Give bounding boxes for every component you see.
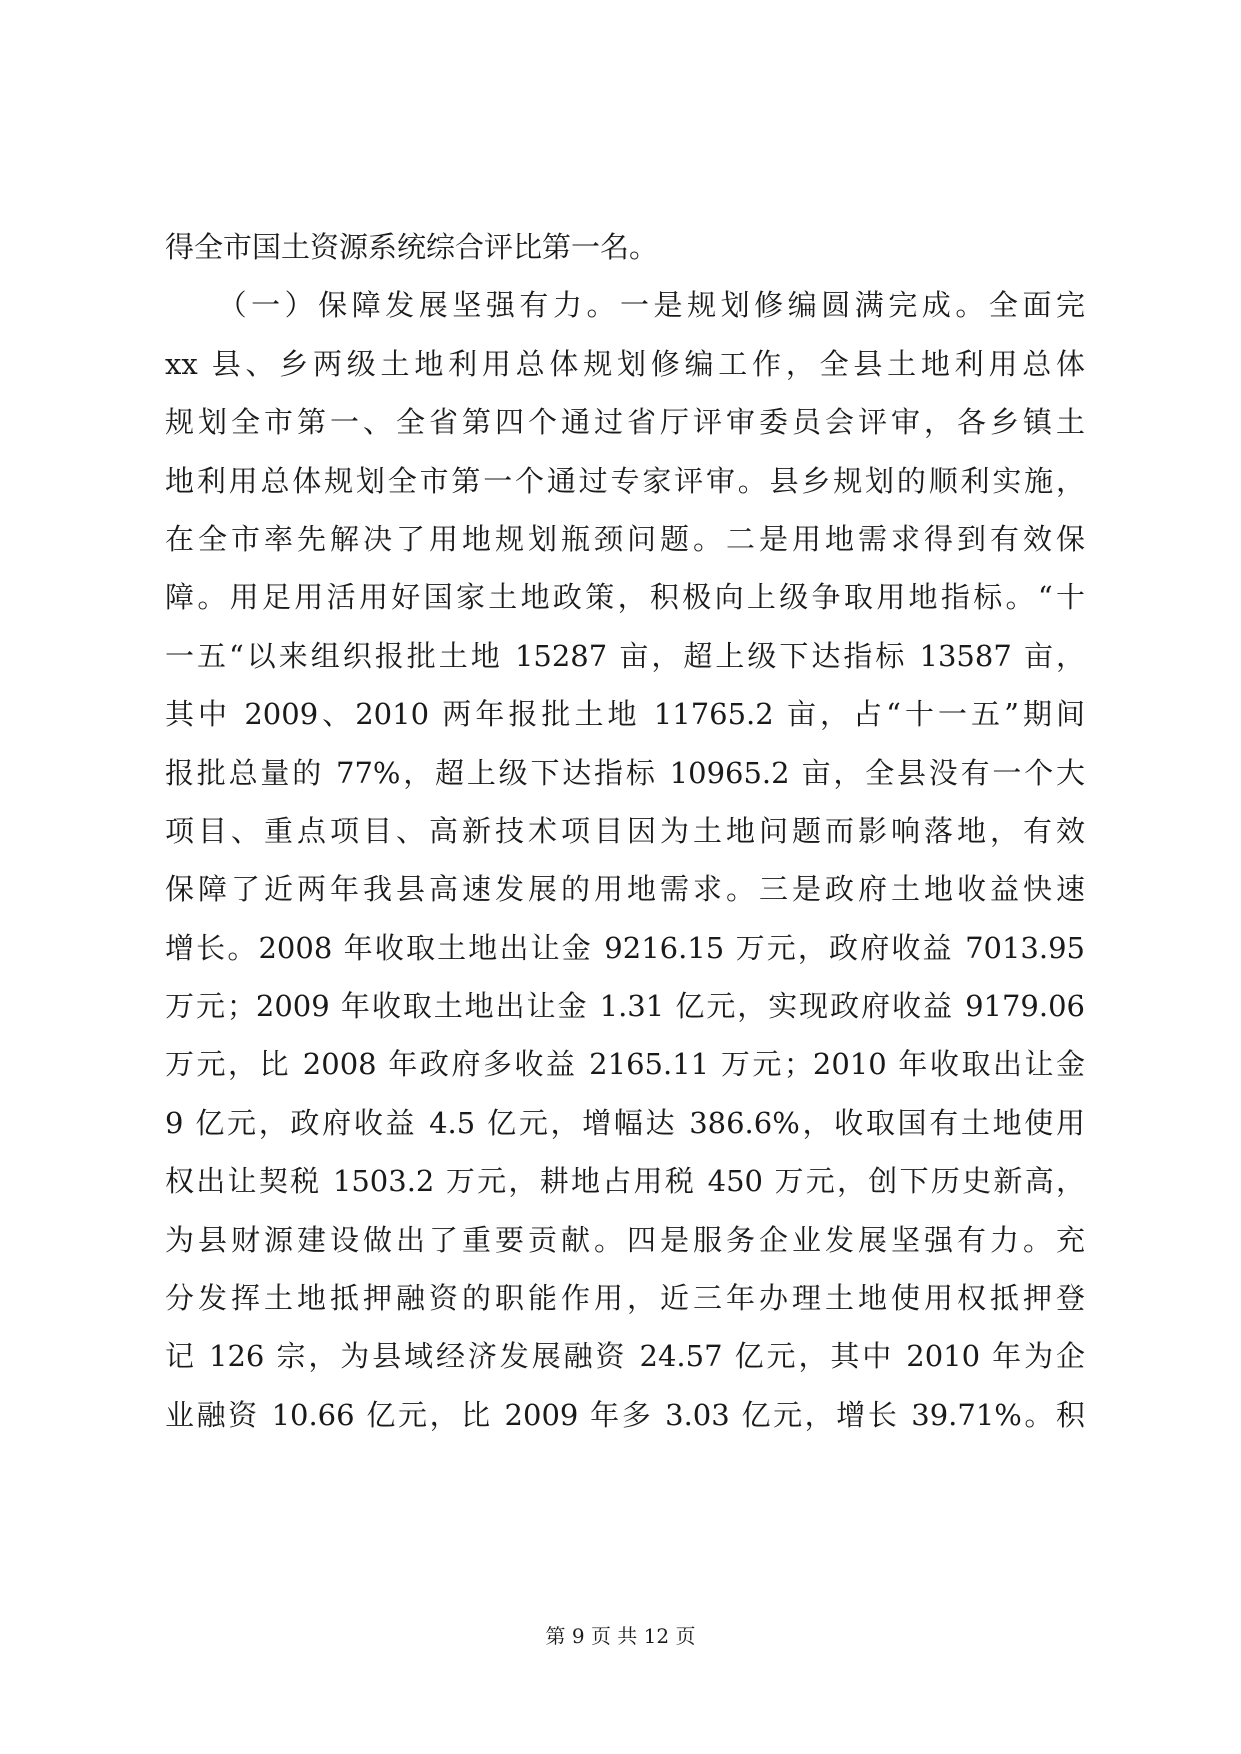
- text-line: 记 126 宗，为县域经济发展融资 24.57 亿元，其中 2010 年为企: [165, 1339, 1085, 1374]
- text-line: 权出让契税 1503.2 万元，耕地占用税 450 万元，创下历史新高，: [165, 1164, 1085, 1199]
- text-line: 项目、重点项目、高新技术项目因为土地问题而影响落地，有效: [165, 813, 1085, 848]
- text-line: 其中 2009、2010 两年报批土地 11765.2 亩，占“十一五”期间: [165, 697, 1085, 732]
- text-line: 得全市国土资源系统综合评比第一名。: [165, 230, 659, 264]
- text-line: 保障了近两年我县高速发展的用地需求。三是政府土地收益快速: [165, 872, 1085, 907]
- text-line: 一五“以来组织报批土地 15287 亩，超上级下达指标 13587 亩，: [165, 638, 1085, 673]
- text-line: xx 县、乡两级土地利用总体规划修编工作，全县土地利用总体: [165, 346, 1085, 381]
- text-line: 在全市率先解决了用地规划瓶颈问题。二是用地需求得到有效保: [165, 521, 1085, 556]
- text-line: 万元，比 2008 年政府多收益 2165.11 万元；2010 年收取出让金: [165, 1047, 1085, 1082]
- text-line: 为县财源建设做出了重要贡献。四是服务企业发展坚强有力。充: [165, 1222, 1085, 1257]
- text-line: 业融资 10.66 亿元，比 2009 年多 3.03 亿元，增长 39.71%。积: [165, 1397, 1085, 1432]
- text-line: 分发挥土地抵押融资的职能作用，近三年办理土地使用权抵押登: [165, 1281, 1085, 1316]
- text-line: （一）保障发展坚强有力。一是规划修编圆满完成。全面完: [165, 288, 1085, 323]
- text-line: 地利用总体规划全市第一个通过专家评审。县乡规划的顺利实施，: [165, 463, 1085, 498]
- text-line: 增长。2008 年收取土地出让金 9216.15 万元，政府收益 7013.95: [165, 930, 1085, 965]
- body-text: [165, 218, 1085, 1444]
- text-line: 9 亿元，政府收益 4.5 亿元，增幅达 386.6%，收取国有土地使用: [165, 1105, 1085, 1140]
- page-number-footer: 第 9 页 共 12 页: [545, 1624, 696, 1648]
- text-line: 万元；2009 年收取土地出让金 1.31 亿元，实现政府收益 9179.06: [165, 989, 1085, 1024]
- text-line: 规划全市第一、全省第四个通过省厅评审委员会评审，各乡镇土: [165, 405, 1085, 440]
- text-line: 报批总量的 77%，超上级下达指标 10965.2 亩，全县没有一个大: [165, 755, 1085, 790]
- text-line: 障。用足用活用好国家土地政策，积极向上级争取用地指标。“十: [165, 580, 1085, 615]
